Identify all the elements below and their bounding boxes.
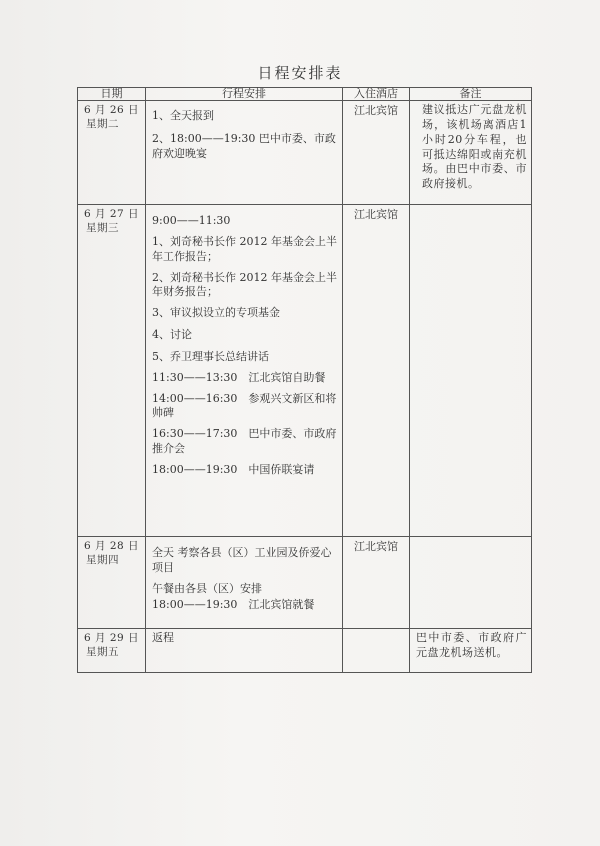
- table-row: [78, 537, 532, 629]
- date-cell: [78, 205, 146, 537]
- header-date: 日期: [78, 88, 146, 101]
- itinerary-cell: [146, 537, 343, 629]
- table-row: [78, 629, 532, 673]
- hotel-cell: [343, 629, 410, 673]
- itinerary-item: 1、刘奇秘书长作 2012 年基金会上半年工作报告；: [152, 234, 337, 263]
- table-row: [78, 205, 532, 537]
- schedule-table: [77, 87, 532, 673]
- itinerary-item: 4、讨论: [152, 328, 192, 342]
- itinerary-item: 18:00——19:30 江北宾馆就餐: [152, 597, 315, 611]
- header-itinerary: 行程安排: [146, 88, 343, 101]
- itinerary-item: 16:30——17:30 巴中市委、市政府推介会: [152, 427, 337, 456]
- notes-cell: 建议抵达广元盘龙机场，该机场离酒店1小时20分车程，也可抵达绵阳或南充机场。由巴中市委、市政府接机。: [410, 101, 532, 205]
- notes-cell: [410, 205, 532, 537]
- date-cell: [78, 537, 146, 629]
- date: 6 月 29 日: [84, 632, 140, 644]
- itinerary-item: 1、全天报到: [152, 109, 214, 122]
- date-cell: [78, 629, 146, 673]
- weekday: 星期四: [86, 554, 119, 566]
- hotel-cell: 江北宾馆: [343, 101, 410, 205]
- itinerary-item: 3、审议拟设立的专项基金: [152, 306, 280, 320]
- itinerary-item: 返程: [152, 631, 174, 644]
- header-hotel: 入住酒店: [343, 88, 410, 101]
- date: 6 月 27 日: [84, 208, 140, 220]
- weekday: 星期二: [86, 118, 119, 130]
- weekday: 星期三: [86, 222, 119, 234]
- hotel-cell: 江北宾馆: [343, 537, 410, 629]
- itinerary-cell: [146, 101, 343, 205]
- date: 6 月 26 日: [84, 104, 140, 116]
- notes-cell: 巴中市委、市政府广元盘龙机场送机。: [410, 629, 532, 673]
- itinerary-item: 14:00——16:30 参观兴文新区和将帅碑: [152, 391, 337, 420]
- itinerary-cell: [146, 205, 343, 537]
- date-cell: [78, 101, 146, 205]
- table-row: [78, 101, 532, 205]
- hotel-cell: 江北宾馆: [343, 205, 410, 537]
- table-header-row: [78, 88, 532, 101]
- itinerary-cell: [146, 629, 343, 673]
- date: 6 月 28 日: [84, 540, 140, 552]
- weekday: 星期五: [86, 646, 119, 658]
- document-title: 日程安排表: [257, 64, 343, 82]
- itinerary-item: 18:00——19:30 中国侨联宴请: [152, 462, 315, 476]
- itinerary-item: 全天 考察各县（区）工业园及侨爱心项目: [152, 546, 332, 574]
- header-notes: 备注: [410, 88, 532, 101]
- notes-cell: [410, 537, 532, 629]
- itinerary-item: 午餐由各县（区）安排: [152, 581, 262, 595]
- itinerary-item: 5、乔卫理事长总结讲话: [152, 349, 269, 363]
- itinerary-item: 11:30——13:30 江北宾馆自助餐: [152, 370, 326, 384]
- itinerary-item: 2、刘奇秘书长作 2012 年基金会上半年财务报告；: [152, 270, 337, 299]
- itinerary-item: 9:00——11:30: [152, 214, 231, 227]
- itinerary-item: 2、18:00——19:30 巴中市委、市政府欢迎晚宴: [152, 131, 336, 160]
